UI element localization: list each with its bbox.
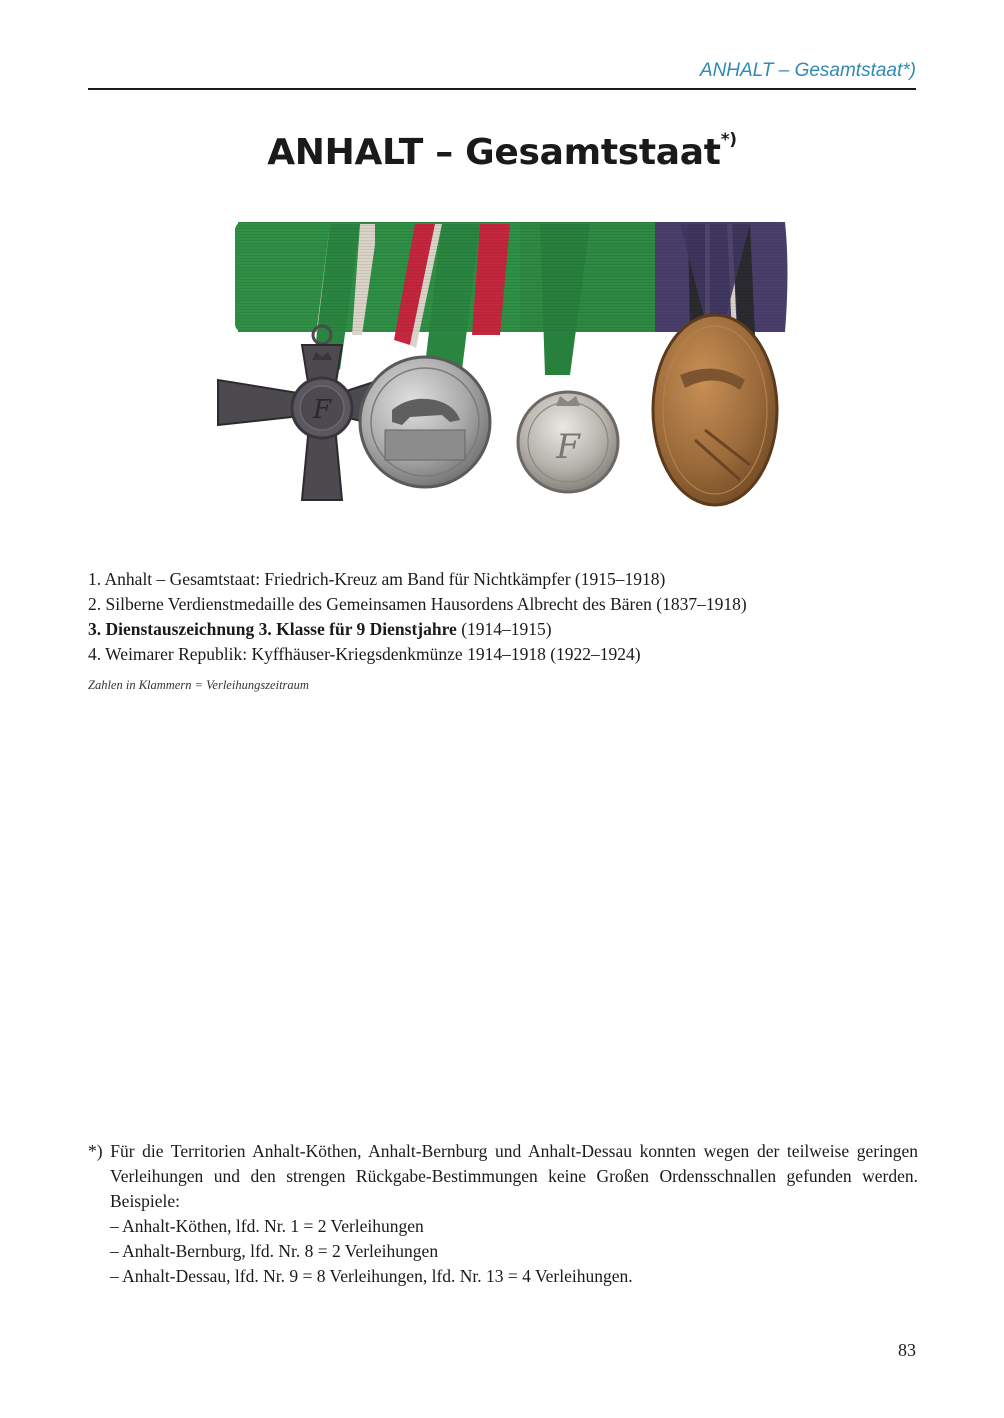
svg-text:F: F	[556, 427, 580, 467]
footnote-example-3: – Anhalt-Dessau, lfd. Nr. 9 = 8 Verleihungen, lfd. Nr. 13 = 4 Verleihungen.	[110, 1266, 633, 1286]
caption-item-3-years: (1914–1915)	[461, 619, 552, 639]
footnote-example-2: – Anhalt-Bernburg, lfd. Nr. 8 = 2 Verleihungen	[110, 1241, 439, 1261]
medal-3-silver-service	[518, 392, 618, 492]
legend-note: Zahlen in Klammern = Verleihungszeitraum	[88, 678, 309, 692]
medal-2-silver-bear	[360, 357, 490, 487]
caption-list	[88, 567, 928, 667]
svg-text:F: F	[312, 395, 332, 425]
page-title-text: ANHALT – Gesamtstaat	[267, 132, 721, 173]
caption-item-4: 4. Weimarer Republik: Kyffhäuser-Kriegsdenkmünze 1914–1918 (1922–1924)	[88, 644, 641, 664]
medal-4-bronze-oval	[653, 315, 777, 505]
footnote	[88, 1139, 918, 1289]
medal-bar-photo	[210, 210, 800, 530]
page-title	[0, 132, 1004, 173]
footnote-text: *) Für die Territorien Anhalt-Köthen, Anhalt-Bernburg und Anhalt-Dessau konnten wegen der teilweise geringen Verleihungen und den strengen Rückgabe-Bestimmungen keine Großen Ordensschnallen gefunden werden. Beispiele:	[88, 1141, 918, 1211]
footnote-example-1: – Anhalt-Köthen, lfd. Nr. 1 = 2 Verleihungen	[110, 1216, 424, 1236]
running-head: ANHALT – Gesamtstaat*)	[699, 60, 916, 81]
caption-item-2: 2. Silberne Verdienstmedaille des Gemeinsamen Hausordens Albrecht des Bären (1837–1918)	[88, 594, 747, 614]
medal-1-cross	[218, 326, 380, 500]
page-number: 83	[898, 1340, 916, 1360]
footnote-mark: *)	[720, 130, 737, 150]
header-rule	[88, 88, 916, 90]
caption-item-3-text: 3. Dienstauszeichnung 3. Klasse für 9 Dienstjahre	[88, 619, 457, 639]
caption-item-3	[88, 617, 928, 642]
caption-item-1: 1. Anhalt – Gesamtstaat: Friedrich-Kreuz am Band für Nichtkämpfer (1915–1918)	[88, 569, 666, 589]
